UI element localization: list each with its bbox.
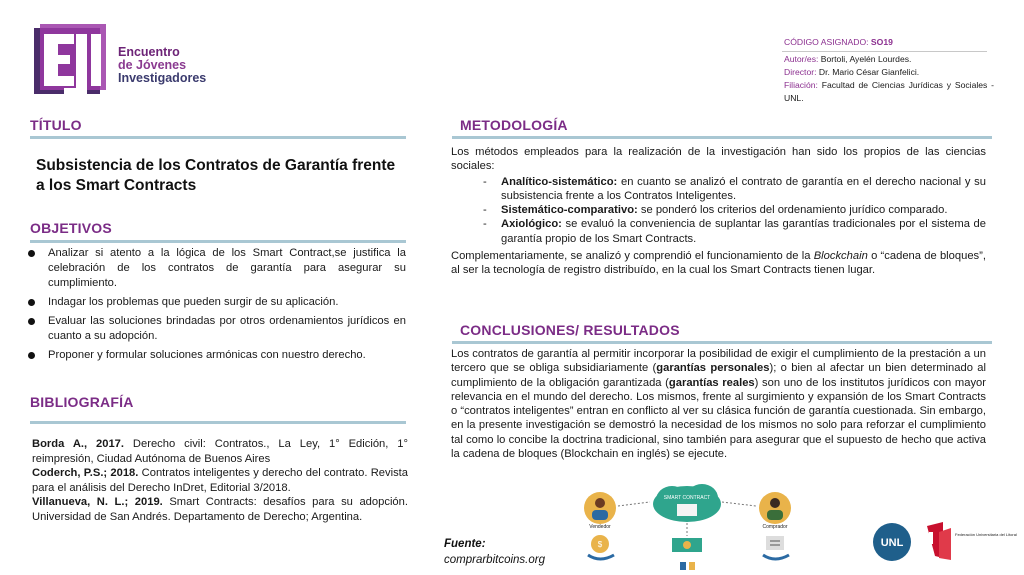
affiliation-label: Filiación: xyxy=(784,80,818,90)
metodologia-body xyxy=(451,145,986,278)
source-label: Fuente: xyxy=(444,538,486,550)
seller-label: Vendedor xyxy=(589,524,611,530)
diagram-center-label: SMART CONTRACT xyxy=(663,495,711,501)
method-name: Analítico-sistemático: xyxy=(501,175,618,188)
method-name: Axiológico: xyxy=(501,218,562,231)
bullet-icon xyxy=(28,250,35,257)
affiliation-line xyxy=(784,79,994,105)
assigned-code-label: CÓDIGO ASIGNADO: xyxy=(784,37,869,47)
term-personal-guarantees: garantías personales xyxy=(656,362,770,375)
method-item: - Axiológico: se evaluó la conveniencia de suplantar las garantías tradicionales por el sistema de garantía propio de los Smart Contracts. xyxy=(483,218,986,245)
objetivo-text: Proponer y formular soluciones armónicas con nuestro derecho. xyxy=(48,349,366,361)
method-item: - Sistemático-comparativo: se ponderó los criterios del ordenamiento jurídico comparado. xyxy=(483,204,948,217)
bib-author: Borda A., 2017. xyxy=(32,438,125,450)
author-label: Autor/es: xyxy=(784,54,819,64)
unl-logo xyxy=(872,522,912,562)
bib-text: Derecho civil: Contratos., La Ley, 1° Edición, 1° reimpresión, Ciudad Autónoma de Buenos Aires xyxy=(32,438,408,465)
author-line xyxy=(784,53,994,66)
header-info xyxy=(784,36,994,105)
logo-text-line1: Encuentro xyxy=(118,45,180,59)
bullet-icon xyxy=(28,352,35,359)
svg-text:UNL: UNL xyxy=(880,537,904,549)
objetivos-rule xyxy=(30,240,406,243)
assigned-code xyxy=(784,36,994,49)
event-logo xyxy=(34,24,224,104)
bib-text: Contratos inteligentes y derecho del contrato. Revista para el análisis del Derecho InDret, Editorial 3/2018. xyxy=(32,467,409,494)
objetivo-item xyxy=(28,295,406,310)
source-value: comprarbitcoins.org xyxy=(444,554,545,566)
objetivo-text: Analizar si atento a la lógica de los Smart Contract,se justifica la celebración de los contratos de garantía para asegurar su cumplimiento. xyxy=(48,247,406,289)
conclusiones-body: Los contratos de garantía al permitir incorporar la posibilidad de exigir el cumplimiento de la prestación a un tercero que se obliga subsidiariamente (garantías personales); o bien al afectar un bien determinado al cumplimiento de la obligación garantizada (garantías reales) son uno de los institutos jurídicos con mayor relevancia en el mundo del derecho. Los mismos, frente al surgimiento y expansión de los Smart Contracts o “contratos inteligentes” entran en conflicto al ver su clásica función de garantía cuestionada. Sin embargo, en la presente investigación se demostró la necesidad de los mismos no solo para reforzar el cumplimiento tal como lo concibe la doctrina tradicional, sino también para asegurar que el supuesto de hecho que activa la cadena de bloques (Blockchain en inglés) se ejecute. xyxy=(451,348,986,461)
method-text: se evaluó la conveniencia de suplantar las garantías tradicionales por el sistema de garantía propio de los Smart Contracts. xyxy=(501,218,986,245)
objetivo-text: Evaluar las soluciones brindadas por otros ordenamientos jurídicos en cuanto a su adopción. xyxy=(48,315,406,342)
svg-text:Federación Universitaria del L: Federación Universitaria del Litoral xyxy=(955,532,1017,537)
buyer-label: Comprador xyxy=(762,524,788,530)
director-value: Dr. Mario César Gianfelici. xyxy=(818,67,920,77)
affiliation-value: Facultad de Ciencias Jurídicas y Sociales - UNL. xyxy=(784,80,994,103)
svg-text:EJI: EJI xyxy=(68,101,70,102)
federation-logo xyxy=(925,518,1017,562)
bib-author: Villanueva, N. L.; 2019. xyxy=(32,496,163,508)
bibliografia-list xyxy=(32,437,408,524)
titulo-heading: TÍTULO xyxy=(30,117,82,133)
blockchain-term: Blockchain xyxy=(813,250,868,263)
objetivo-text: Indagar los problemas que pueden surgir de su aplicación. xyxy=(48,296,339,308)
director-label: Director: xyxy=(784,67,817,77)
bibliografia-heading: BIBLIOGRAFÍA xyxy=(30,394,134,410)
smart-contract-diagram xyxy=(560,478,810,575)
assigned-code-value: SO19 xyxy=(870,37,893,47)
header-divider xyxy=(782,51,987,52)
titulo-rule xyxy=(30,136,406,139)
method-name: Sistemático-comparativo: xyxy=(501,204,638,217)
term-real-guarantees: garantías reales xyxy=(668,376,755,389)
document-icon xyxy=(766,536,784,550)
eji-logo-mark xyxy=(34,24,106,102)
method-item: - Analítico-sistemático: en cuanto se analizó el contrato de garantía en el derecho nacional y su subsistencia frente a los Contratos Inteligentes. xyxy=(483,175,986,202)
objetivo-item xyxy=(28,314,406,344)
metodologia-methods-list xyxy=(481,175,986,246)
bib-entry xyxy=(32,495,408,524)
bib-text: Smart Contracts: desafíos para su adopción. Universidad de San Andrés. Departamento de Derecho; Argentina. xyxy=(32,496,408,523)
metodologia-complement: Complementariamente, se analizó y comprendió el funcionamiento de la Blockchain o “cadena de bloques”, al ser la tecnología de registro distribuído, en la cual los Smart Contracts tienen lugar. xyxy=(451,250,986,277)
metodologia-intro: Los métodos empleados para la realización de la investigación han sido los propios de las ciencias sociales: xyxy=(451,146,986,173)
director-line xyxy=(784,66,994,79)
bullet-icon xyxy=(28,299,35,306)
hand-icon xyxy=(588,555,614,559)
objetivos-list xyxy=(28,246,406,367)
objetivo-item xyxy=(28,246,406,291)
method-text: en cuanto se analizó el contrato de garantía en el derecho nacional y su subsistencia frente a los Contratos Inteligentes. xyxy=(501,175,986,202)
metodologia-heading: METODOLOGÍA xyxy=(460,117,568,133)
conclusiones-heading: CONCLUSIONES/ RESULTADOS xyxy=(460,322,680,338)
objetivos-heading: OBJETIVOS xyxy=(30,220,112,236)
method-text: se ponderó los criterios del ordenamiento jurídico comparado. xyxy=(637,204,948,217)
svg-text:$: $ xyxy=(597,540,603,549)
poster-title: Subsistencia de los Contratos de Garantía frente a los Smart Contracts xyxy=(36,157,396,194)
bib-author: Coderch, P.S.; 2018. xyxy=(32,467,139,479)
hand-icon-right xyxy=(763,555,789,559)
metodologia-rule xyxy=(452,136,992,139)
author-value: Bortoli, Ayelén Lourdes. xyxy=(820,54,912,64)
logo-text-line3: Investigadores xyxy=(118,71,207,85)
bib-entry xyxy=(32,466,408,495)
bib-entry xyxy=(32,437,408,466)
bibliografia-rule xyxy=(30,421,406,424)
logo-text-line2: de Jóvenes xyxy=(118,58,187,72)
objetivo-item xyxy=(28,348,406,363)
conclusiones-rule xyxy=(452,341,992,344)
bullet-icon xyxy=(28,318,35,325)
